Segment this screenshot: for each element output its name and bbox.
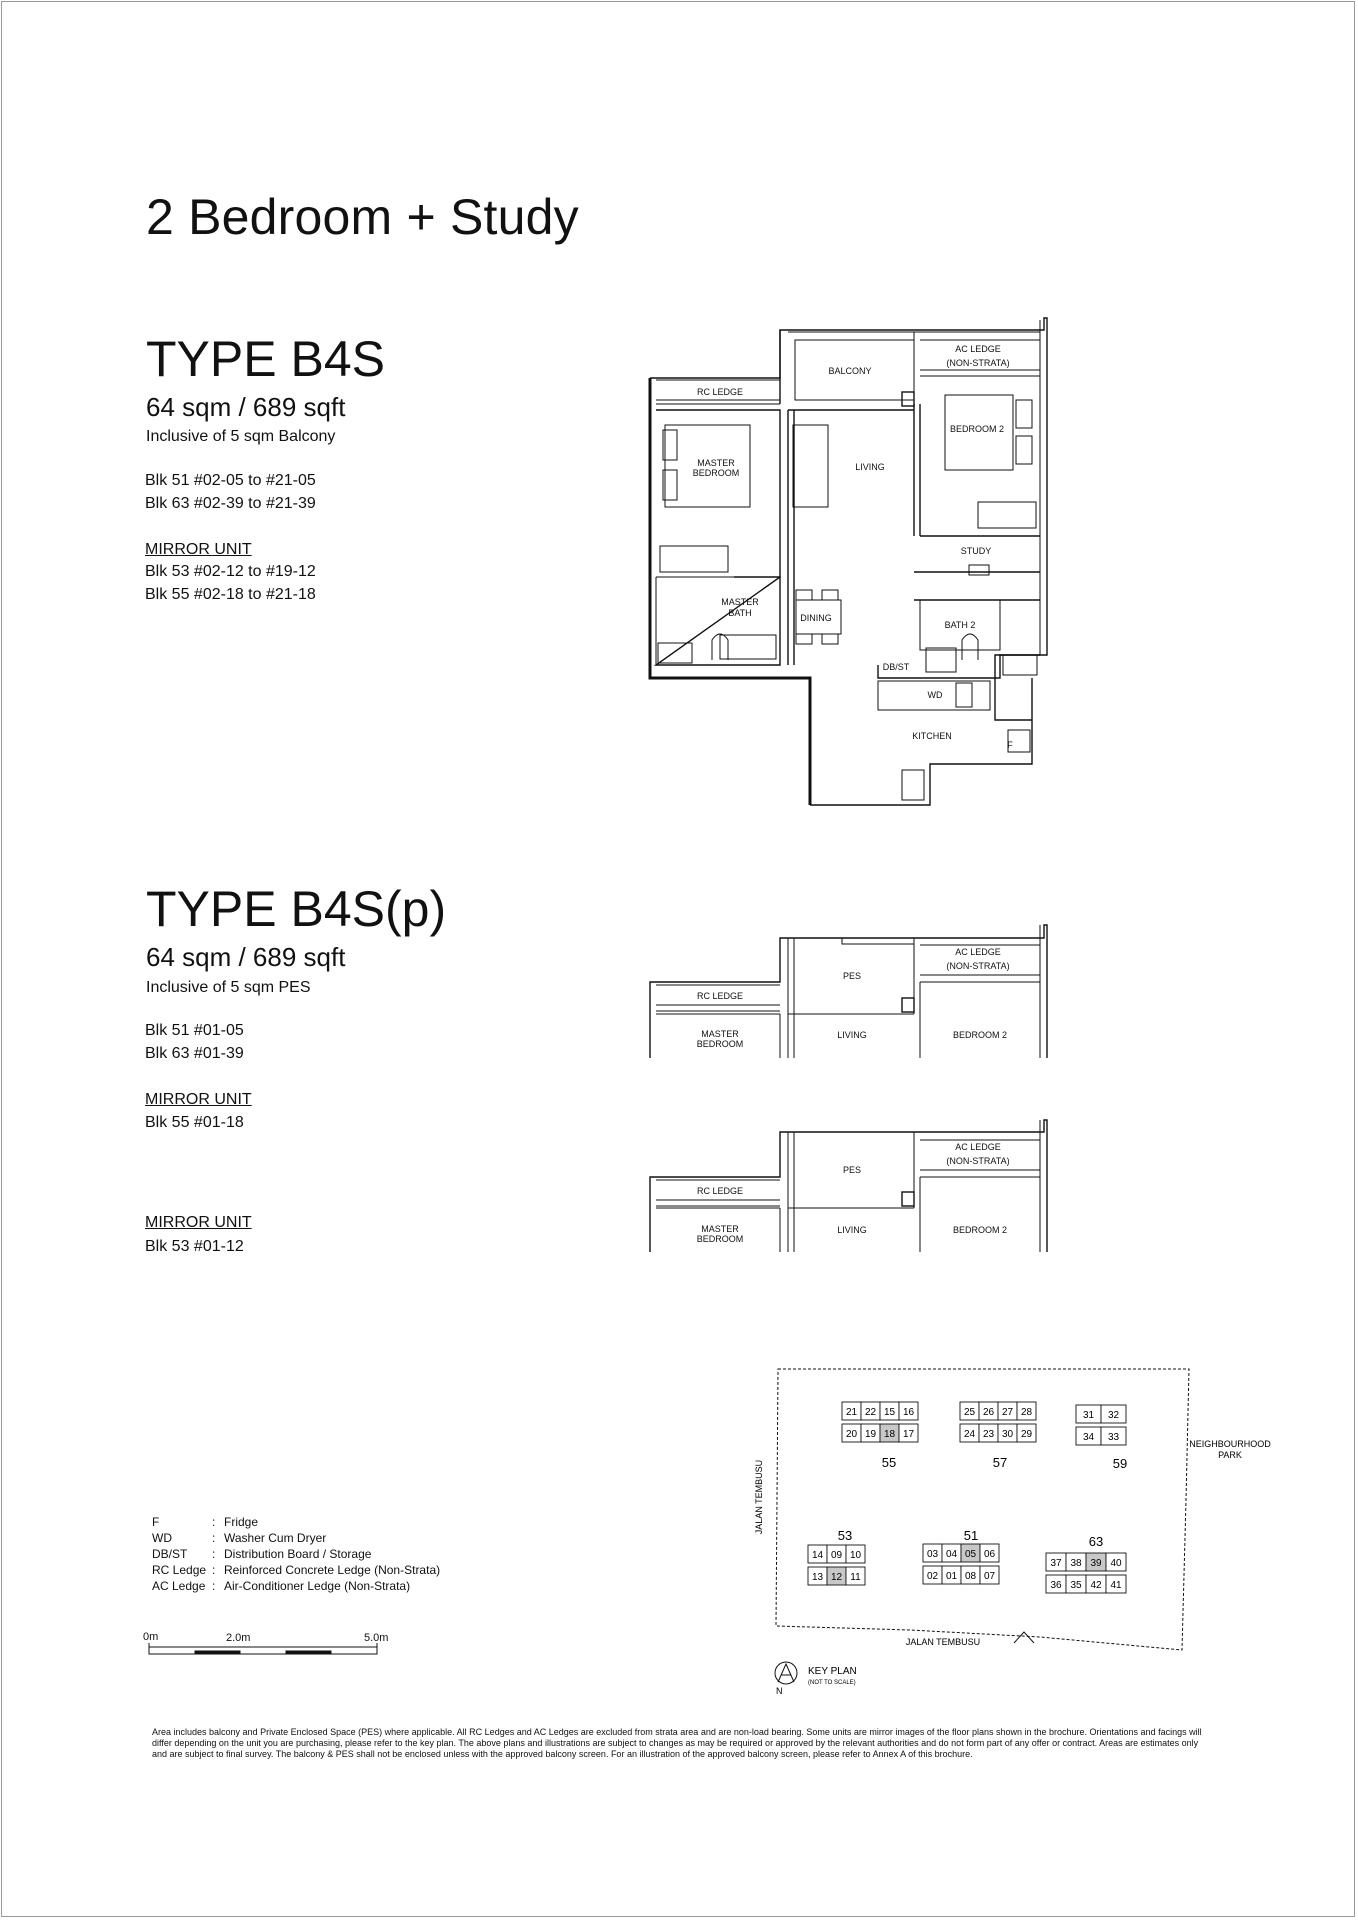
key-plan-unit-number: 16 <box>902 1407 915 1418</box>
mirror-unit-label: MIRROR UNIT <box>145 1214 252 1231</box>
plan-label-bath-2: BATH 2 <box>944 620 976 630</box>
key-plan-unit-number: 12 <box>830 1572 843 1583</box>
unit-area: 64 sqm / 689 sqft <box>146 942 346 972</box>
plan-label-study: STUDY <box>960 546 992 556</box>
plan-label-master-bedroom: MASTER <box>697 458 735 468</box>
legend-key: RC Ledge <box>152 1563 207 1577</box>
key-plan-unit-number: 01 <box>945 1571 958 1582</box>
legend-key: F <box>152 1515 160 1529</box>
plan-label-rc-ledge: RC LEDGE <box>696 387 744 397</box>
plan-label-bedroom-2: BEDROOM 2 <box>952 1225 1008 1235</box>
plan-label-ac-ledge: AC LEDGE <box>955 947 1001 957</box>
key-plan-block-55 <box>842 1402 918 1470</box>
legend-value: Reinforced Concrete Ledge (Non-Strata) <box>224 1563 441 1577</box>
key-plan-unit-number: 15 <box>883 1407 896 1418</box>
plan-label-bedroom-2: BEDROOM 2 <box>949 424 1005 434</box>
key-plan-unit-number: 41 <box>1110 1580 1122 1591</box>
plan-label-bedroom-2: BEDROOM 2 <box>952 1030 1008 1040</box>
key-plan-block-63 <box>1046 1534 1126 1593</box>
key-plan-park: NEIGHBOURHOOD <box>1189 1439 1271 1449</box>
key-plan-block-53 <box>808 1528 865 1585</box>
block-range: Blk 55 #02-18 to #21-18 <box>145 586 316 603</box>
plan-label-master-bedroom: BEDROOM <box>692 468 740 478</box>
unit-area: 64 sqm / 689 sqft <box>146 392 346 422</box>
legend-row: AC Ledge : Air-Conditioner Ledge (Non-Strata) <box>152 1579 411 1593</box>
key-plan-unit-number: 06 <box>983 1549 996 1560</box>
key-plan-unit-number: 09 <box>830 1550 843 1561</box>
key-plan-unit-number: 30 <box>1001 1429 1014 1440</box>
plan-label-ac-ledge: (NON-STRATA) <box>946 1156 1010 1166</box>
key-plan-block-label: 55 <box>881 1455 897 1470</box>
key-plan-unit-number: 39 <box>1090 1558 1102 1569</box>
key-plan-unit-number: 33 <box>1107 1432 1120 1443</box>
key-plan-unit-number: 13 <box>811 1572 824 1583</box>
scale-bar <box>143 1631 388 1654</box>
scale-mid: 2.0m <box>226 1632 251 1644</box>
key-plan-unit-number: 22 <box>864 1407 877 1418</box>
legend-key: AC Ledge <box>152 1579 206 1593</box>
key-plan-block-51 <box>923 1528 999 1584</box>
key-plan-unit-number: 31 <box>1082 1410 1095 1421</box>
plan-label-pes: PES <box>842 1165 862 1175</box>
key-plan-unit-number: 21 <box>845 1407 858 1418</box>
plan-label-ac-ledge: AC LEDGE <box>955 1142 1001 1152</box>
floor-plan-b4s-labels <box>693 344 1014 750</box>
key-plan-unit-number: 25 <box>963 1407 976 1418</box>
key-plan-block-label: 57 <box>992 1455 1008 1470</box>
key-plan-unit-number: 19 <box>864 1429 877 1440</box>
key-plan-blocks <box>808 1402 1127 1593</box>
block-range: Blk 63 #02-39 to #21-39 <box>145 495 316 512</box>
plan-label-living: LIVING <box>837 1225 867 1235</box>
key-plan-block-label: 59 <box>1112 1456 1128 1471</box>
key-plan-unit-number: 29 <box>1020 1429 1033 1440</box>
plan-label-dbst: DB/ST <box>882 662 910 672</box>
key-plan-unit-number: 11 <box>850 1572 861 1583</box>
key-plan-unit-number: 36 <box>1050 1580 1062 1591</box>
plan-label-balcony: BALCONY <box>828 366 872 376</box>
plan-label-rc-ledge: RC LEDGE <box>696 1186 744 1196</box>
scale-start: 0m <box>143 1631 159 1643</box>
legend-value: Distribution Board / Storage <box>224 1547 372 1561</box>
key-plan-road-left: JALAN TEMBUSU <box>754 1459 764 1535</box>
key-plan-road-bottom: JALAN TEMBUSU <box>905 1637 981 1647</box>
plan-label-pes: PES <box>842 971 862 981</box>
key-plan-unit-number: 02 <box>926 1571 939 1582</box>
key-plan-unit-number: 05 <box>964 1549 977 1560</box>
key-plan-block-label: 63 <box>1088 1534 1104 1549</box>
legend-value: Washer Cum Dryer <box>224 1531 327 1545</box>
key-plan-title: KEY PLAN <box>808 1666 857 1677</box>
key-plan-unit-number: 42 <box>1090 1580 1102 1591</box>
unit-type-title: TYPE B4S(p) <box>146 881 447 937</box>
key-plan-unit-number: 37 <box>1050 1558 1062 1569</box>
legend-value: Fridge <box>224 1515 259 1529</box>
legend-key: WD <box>152 1531 172 1545</box>
key-plan-park: PARK <box>1218 1450 1242 1460</box>
legend-row: F : Fridge <box>152 1515 259 1529</box>
key-plan-block-57 <box>960 1402 1036 1470</box>
block-range: Blk 55 #01-18 <box>145 1114 244 1131</box>
key-plan-unit-number: 24 <box>963 1429 976 1440</box>
plan-label-fridge: F <box>1007 740 1013 750</box>
key-plan-unit-number: 07 <box>983 1571 996 1582</box>
key-plan-block-59 <box>1076 1405 1127 1471</box>
legend-row: DB/ST : Distribution Board / Storage <box>152 1547 372 1561</box>
plan-label-master-bedroom: BEDROOM <box>696 1039 744 1049</box>
plan-label-master-bedroom: MASTER <box>701 1224 739 1234</box>
key-plan-unit-number: 35 <box>1070 1580 1082 1591</box>
floor-plan-b4sp-1-labels <box>697 947 1010 1049</box>
plan-label-ac-ledge: AC LEDGE <box>955 344 1001 354</box>
key-plan-unit-number: 17 <box>902 1429 915 1440</box>
legend-key: DB/ST <box>152 1547 188 1561</box>
key-plan-unit-number: 40 <box>1110 1558 1122 1569</box>
key-plan-unit-number: 18 <box>883 1429 896 1440</box>
plan-label-wd: WD <box>927 690 943 700</box>
key-plan-block-label: 51 <box>963 1528 979 1543</box>
plan-label-living: LIVING <box>855 462 885 472</box>
key-plan-unit-number: 08 <box>964 1571 977 1582</box>
block-range: Blk 51 #01-05 <box>145 1022 244 1039</box>
plan-label-ac-ledge: (NON-STRATA) <box>946 358 1010 368</box>
key-plan-unit-number: 27 <box>1001 1407 1014 1418</box>
plan-label-master-bedroom: BEDROOM <box>696 1234 744 1244</box>
unit-inclusive-note: Inclusive of 5 sqm Balcony <box>146 428 336 445</box>
key-plan-unit-number: 34 <box>1082 1432 1095 1443</box>
key-plan-unit-number: 28 <box>1020 1407 1033 1418</box>
legend-row: RC Ledge : Reinforced Concrete Ledge (Non-Strata) <box>152 1563 441 1577</box>
plan-label-kitchen: KITCHEN <box>912 731 952 741</box>
key-plan-block-label: 53 <box>837 1528 853 1543</box>
unit-type-title: TYPE B4S <box>146 331 385 387</box>
plan-label-ac-ledge: (NON-STRATA) <box>946 961 1010 971</box>
plan-label-master-bedroom: MASTER <box>701 1029 739 1039</box>
key-plan-unit-number: 20 <box>845 1429 858 1440</box>
disclaimer: Area includes balcony and Private Enclosed Space (PES) where applicable. All RC Ledges and AC Ledges are excluded from strata area and are non-load bearing. Some units are mirror images of the floor plans shown in the brochure. Orientations and facings will differ depending on the unit you are purchasing, please refer to the key plan. The above plans and illustrations are subject to changes as may be required or approved by the relevant authorities and do not form part of any offer or contract. Areas are estimates only and are subject to final survey. The balcony & PES shall not be enclosed unless with the approved balcony screen. For an illustration of the approved balcony screen, please refer to Annex A of this brochure. <box>152 1727 1202 1759</box>
plan-label-living: LIVING <box>837 1030 867 1040</box>
key-plan-unit-number: 14 <box>811 1550 824 1561</box>
block-range: Blk 53 #01-12 <box>145 1238 244 1255</box>
key-plan-unit-number: 04 <box>945 1549 958 1560</box>
legend <box>152 1514 440 1594</box>
plan-label-rc-ledge: RC LEDGE <box>696 991 744 1001</box>
key-plan-subtitle: (NOT TO SCALE) <box>808 1680 856 1686</box>
unit-inclusive-note: Inclusive of 5 sqm PES <box>146 979 311 996</box>
block-range: Blk 53 #02-12 to #19-12 <box>145 563 316 580</box>
key-plan-unit-number: 10 <box>849 1550 862 1561</box>
plan-label-master-bath: BATH <box>728 608 752 618</box>
scale-end: 5.0m <box>364 1632 389 1644</box>
key-plan-unit-number: 38 <box>1070 1558 1082 1569</box>
legend-value: Air-Conditioner Ledge (Non-Strata) <box>224 1579 411 1593</box>
block-range: Blk 63 #01-39 <box>145 1045 244 1062</box>
mirror-unit-label: MIRROR UNIT <box>145 541 252 558</box>
key-plan-unit-number: 26 <box>982 1407 995 1418</box>
key-plan-unit-number: 23 <box>982 1429 995 1440</box>
page-title: 2 Bedroom + Study <box>146 189 579 245</box>
floor-plan-b4sp-2-labels <box>697 1142 1010 1244</box>
key-plan-unit-number: 32 <box>1107 1410 1120 1421</box>
key-plan <box>754 1369 1271 1696</box>
key-plan-unit-number: 03 <box>926 1549 939 1560</box>
plan-label-dining: DINING <box>800 613 832 623</box>
legend-row: WD : Washer Cum Dryer <box>152 1531 327 1545</box>
block-range: Blk 51 #02-05 to #21-05 <box>145 472 316 489</box>
plan-label-master-bath: MASTER <box>721 597 759 607</box>
mirror-unit-label: MIRROR UNIT <box>145 1091 252 1108</box>
key-plan-north: N <box>776 1686 783 1696</box>
